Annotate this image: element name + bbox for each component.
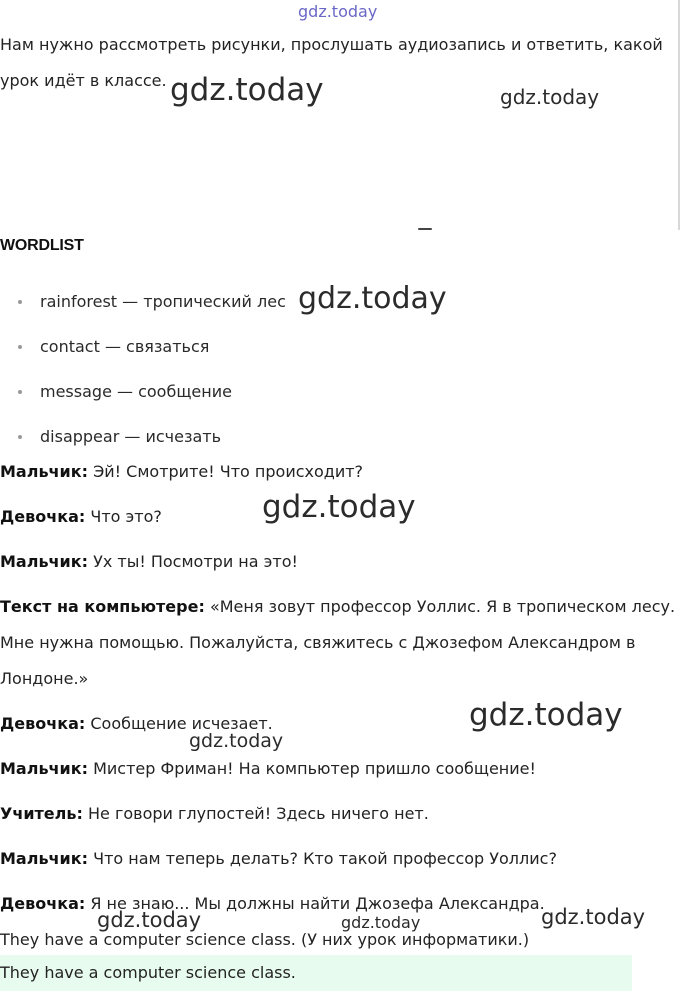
speaker-label: Мальчик: [0, 552, 89, 571]
dialogue-text: Лондоне.» [0, 669, 89, 688]
dialogue-line [0, 507, 162, 527]
dialogue-text: Не говори глупостей! Здесь ничего нет. [82, 804, 429, 823]
dialogue-line [0, 759, 536, 779]
wordlist-item-text: disappear — исчезать [40, 427, 222, 446]
dialogue-text: Я не знаю... Мы должны найти Джозефа Александра. [85, 894, 545, 913]
bullet-icon [18, 345, 22, 349]
speaker-label: Текст на компьютере: [0, 597, 205, 616]
wordlist-item-text: rainforest — тропический лес [40, 292, 286, 311]
wordlist-item [18, 382, 232, 402]
image-placeholder-speck [418, 228, 432, 230]
watermark: gdz.today [298, 281, 447, 316]
speaker-label: Учитель: [0, 804, 83, 823]
dialogue-line [0, 597, 675, 617]
wordlist-item [18, 292, 286, 312]
dialogue-line [0, 669, 88, 689]
watermark: gdz.today [189, 730, 284, 752]
dialogue-text: Мистер Фриман! На компьютер пришло сообщение! [88, 759, 536, 778]
intro-text: Нам нужно рассмотреть рисунки, прослушать аудиозапись и ответить, какой [0, 35, 663, 54]
dialogue-line [0, 462, 363, 482]
answer-box [0, 955, 632, 991]
watermark: gdz.today [97, 908, 202, 932]
translation-text: They have a computer science class. (У них урок информатики.) [0, 930, 530, 949]
speaker-label: Девочка: [0, 507, 86, 526]
bullet-icon [18, 390, 22, 394]
dialogue-line [0, 804, 429, 824]
dialogue-line [0, 849, 557, 869]
dialogue-text: Ух ты! Посмотри на это! [88, 552, 298, 571]
watermark: gdz.today [500, 85, 600, 109]
dialogue-text: «Меня зовут профессор Уоллис. Я в тропическом лесу. [204, 597, 676, 616]
watermark: gdz.today [170, 72, 324, 108]
speaker-label: Мальчик: [0, 462, 89, 481]
dialogue-line [0, 894, 545, 914]
speaker-label: Девочка: [0, 714, 86, 733]
dialogue-text: Что нам теперь делать? Кто такой профессор Уоллис? [88, 849, 557, 868]
dialogue-line [0, 633, 635, 653]
dialogue-text: Сообщение исчезает. [85, 714, 273, 733]
wordlist-item-text: message — сообщение [40, 382, 232, 401]
dialogue-text: Мне нужна помощью. Пожалуйста, свяжитесь с Джозефом Александром в [0, 633, 636, 652]
dialogue-text: Что это? [85, 507, 162, 526]
wordlist-title: WORDLIST [0, 237, 84, 254]
bullet-icon [18, 300, 22, 304]
watermark: gdz.today [541, 905, 646, 929]
bullet-icon [18, 435, 22, 439]
wordlist-item [18, 337, 209, 357]
speaker-label: Мальчик: [0, 849, 89, 868]
dialogue-line [0, 552, 298, 572]
watermark: gdz.today [341, 913, 421, 932]
dialogue-text: Эй! Смотрите! Что происходит? [88, 462, 364, 481]
watermark-top: gdz.today [298, 2, 378, 21]
wordlist-item-text: contact — связаться [40, 337, 210, 356]
answer-text: They have a computer science class. [0, 963, 296, 982]
speaker-label: Девочка: [0, 894, 86, 913]
intro-text-line2: урок идёт в классе. [0, 71, 167, 90]
speaker-label: Мальчик: [0, 759, 89, 778]
wordlist-item [18, 427, 221, 447]
watermark: gdz.today [469, 697, 623, 733]
watermark: gdz.today [262, 489, 416, 525]
